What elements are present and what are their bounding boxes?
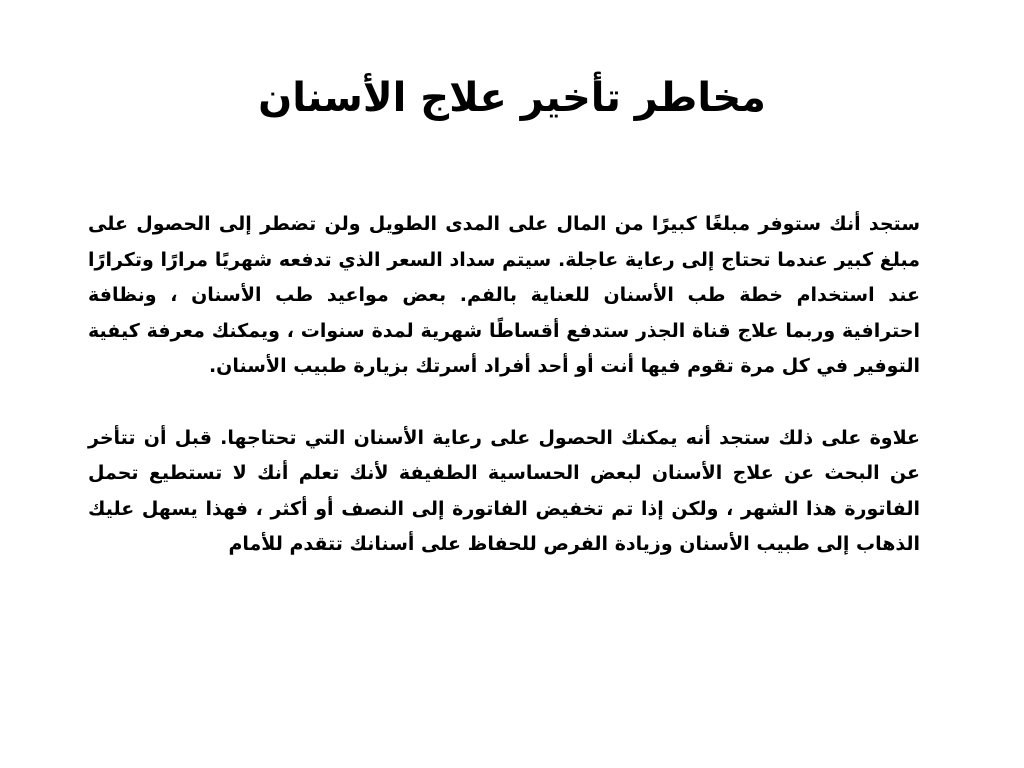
body-paragraph-2: علاوة على ذلك ستجد أنه يمكنك الحصول على رعاية الأسنان التي تحتاجها. قبل أن تتأخر عن البحث عن علاج الأسنان لبعض الحساسية الطفيفة لأنك تعلم أنك لا تستطيع تحمل الفاتورة هذا الشهر ، ولكن إذا تم تخفيض الفاتورة إلى النصف أو أكثر ، فهذا يسهل عليك الذهاب إلى طبيب الأسنان وزيادة الفرص للحفاظ على أسنانك تتقدم للأمام (88, 426, 920, 555)
body-paragraph-1: ستجد أنك ستوفر مبلغًا كبيرًا من المال على المدى الطويل ولن تضطر إلى الحصول على مبلغ كبير عندما تحتاج إلى رعاية عاجلة. سيتم سداد السعر الذي تدفعه شهريًا مرارًا وتكرارًا عند استخدام خطة طب الأسنان للعناية بالفم. بعض مواعيد طب الأسنان ، ونظافة احترافية وربما علاج قناة الجذر ستدفع أقساطًا شهرية لمدة سنوات ، ويمكنك معرفة كيفية التوفير في كل مرة تقوم فيها أنت أو أحد أفراد أسرتك بزيارة طبيب الأسنان. (88, 213, 920, 377)
slide-body (88, 207, 920, 563)
slide-title: مخاطر تأخير علاج الأسنان (258, 75, 766, 121)
